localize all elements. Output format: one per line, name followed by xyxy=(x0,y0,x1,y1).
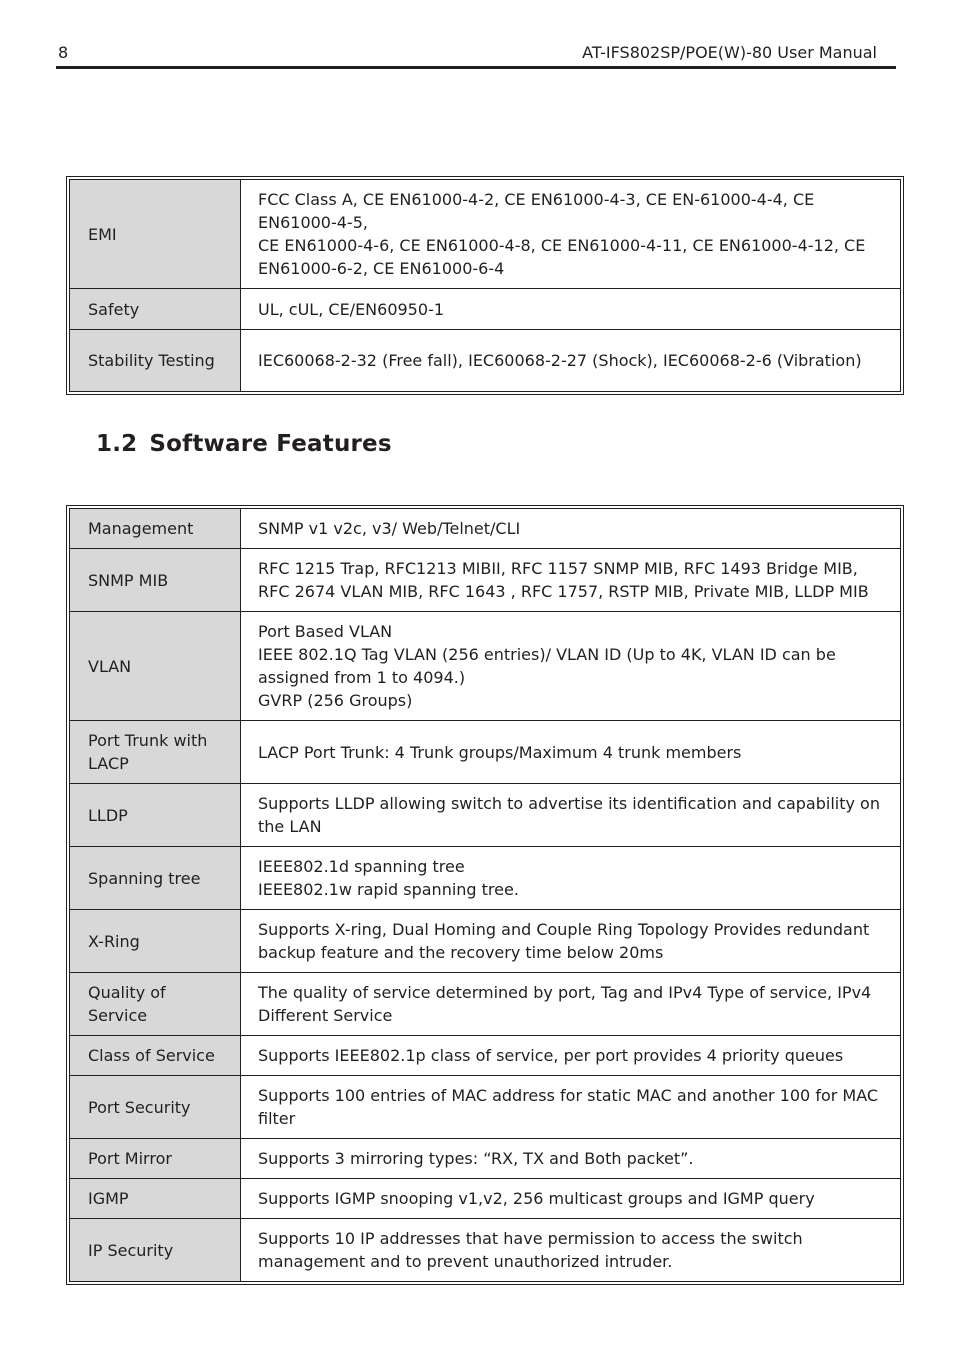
row-label: Port Mirror xyxy=(70,1139,241,1179)
row-label: IGMP xyxy=(70,1179,241,1219)
table-row xyxy=(70,612,901,721)
running-title: AT-IFS802SP/POE(W)-80 User Manual xyxy=(582,43,877,62)
row-value xyxy=(241,509,901,549)
specifications-table xyxy=(66,176,904,395)
value-line: GVRP (256 Groups) xyxy=(258,691,413,710)
section-heading xyxy=(96,431,392,457)
table-row xyxy=(70,847,901,910)
row-value xyxy=(241,784,901,847)
table-row xyxy=(70,1036,901,1076)
row-label: Stability Testing xyxy=(70,330,241,392)
row-value xyxy=(241,1219,901,1282)
value-line: UL, cUL, CE/EN60950-1 xyxy=(258,299,444,319)
row-label: Port Trunk with LACP xyxy=(70,721,241,784)
value-line: RFC 1215 Trap, RFC1213 MIBII, RFC 1157 SNMP MIB, RFC 1493 Bridge MIB, RFC 2674 VLAN MIB, RFC 1643 , RFC 1757, RSTP MIB, Private MIB, LLDP MIB xyxy=(258,559,869,601)
software-features-table xyxy=(66,505,904,1285)
value-line: LACP Port Trunk: 4 Trunk groups/Maximum 4 trunk members xyxy=(258,742,742,762)
row-value xyxy=(241,1139,901,1179)
table-row xyxy=(70,973,901,1036)
row-label: Port Security xyxy=(70,1076,241,1139)
row-label: Safety xyxy=(70,289,241,330)
row-label: Spanning tree xyxy=(70,847,241,910)
value-line: CE EN61000-4-6, CE EN61000-4-8, CE EN61000-4-11, CE EN61000-4-12, CE EN61000-6-2, CE EN61000-6-4 xyxy=(258,236,866,278)
value-line: SNMP v1 v2c, v3/ Web/Telnet/CLI xyxy=(258,519,521,538)
value-line: Supports IEEE802.1p class of service, per port provides 4 priority queues xyxy=(258,1046,844,1065)
row-value xyxy=(241,973,901,1036)
row-value xyxy=(241,721,901,784)
row-label: SNMP MIB xyxy=(70,549,241,612)
table-row xyxy=(70,180,901,289)
row-label: Class of Service xyxy=(70,1036,241,1076)
row-value xyxy=(241,1076,901,1139)
row-label: LLDP xyxy=(70,784,241,847)
table-row xyxy=(70,1076,901,1139)
table-row xyxy=(70,289,901,330)
row-label: X-Ring xyxy=(70,910,241,973)
value-line: Port Based VLAN xyxy=(258,622,393,641)
row-value xyxy=(241,910,901,973)
value-line: IEEE802.1w rapid spanning tree. xyxy=(258,880,519,899)
table-row xyxy=(70,549,901,612)
table-row xyxy=(70,910,901,973)
value-line: Supports IGMP snooping v1,v2, 256 multicast groups and IGMP query xyxy=(258,1189,815,1208)
value-line: Supports LLDP allowing switch to advertise its identification and capability on the LAN xyxy=(258,794,880,836)
row-value xyxy=(241,330,901,392)
table-row xyxy=(70,721,901,784)
value-line: Supports X-ring, Dual Homing and Couple Ring Topology Provides redundant backup feature and the recovery time below 20ms xyxy=(258,920,870,962)
row-label: Quality of Service xyxy=(70,973,241,1036)
row-value xyxy=(241,612,901,721)
row-value xyxy=(241,1179,901,1219)
row-label: Management xyxy=(70,509,241,549)
table-row xyxy=(70,1139,901,1179)
table-row xyxy=(70,330,901,392)
value-line: The quality of service determined by port, Tag and IPv4 Type of service, IPv4 Different Service xyxy=(258,983,872,1025)
table-row xyxy=(70,1179,901,1219)
value-line: IEEE 802.1Q Tag VLAN (256 entries)/ VLAN ID (Up to 4K, VLAN ID can be assigned from 1 to 4094.) xyxy=(258,645,836,687)
page-number: 8 xyxy=(58,43,69,62)
table-row xyxy=(70,509,901,549)
row-label: VLAN xyxy=(70,612,241,721)
row-label: IP Security xyxy=(70,1219,241,1282)
value-line: Supports 3 mirroring types: “RX, TX and Both packet”. xyxy=(258,1149,694,1168)
value-line: IEC60068-2-32 (Free fall), IEC60068-2-27 (Shock), IEC60068-2-6 (Vibration) xyxy=(258,351,862,370)
value-line: FCC Class A, CE EN61000-4-2, CE EN61000-4-3, CE EN-61000-4-4, CE EN61000-4-5, xyxy=(258,190,815,232)
row-label: EMI xyxy=(70,180,241,289)
table-row xyxy=(70,1219,901,1282)
section-title: Software Features xyxy=(149,431,392,457)
row-value xyxy=(241,289,901,330)
row-value xyxy=(241,1036,901,1076)
table-row xyxy=(70,784,901,847)
row-value xyxy=(241,180,901,289)
value-line: Supports 10 IP addresses that have permission to access the switch management and to prevent unauthorized intruder. xyxy=(258,1229,803,1271)
header-rule xyxy=(56,66,896,69)
value-line: Supports 100 entries of MAC address for static MAC and another 100 for MAC filter xyxy=(258,1086,879,1128)
row-value xyxy=(241,549,901,612)
value-line: IEEE802.1d spanning tree xyxy=(258,857,465,876)
section-number: 1.2 xyxy=(96,431,138,457)
row-value xyxy=(241,847,901,910)
